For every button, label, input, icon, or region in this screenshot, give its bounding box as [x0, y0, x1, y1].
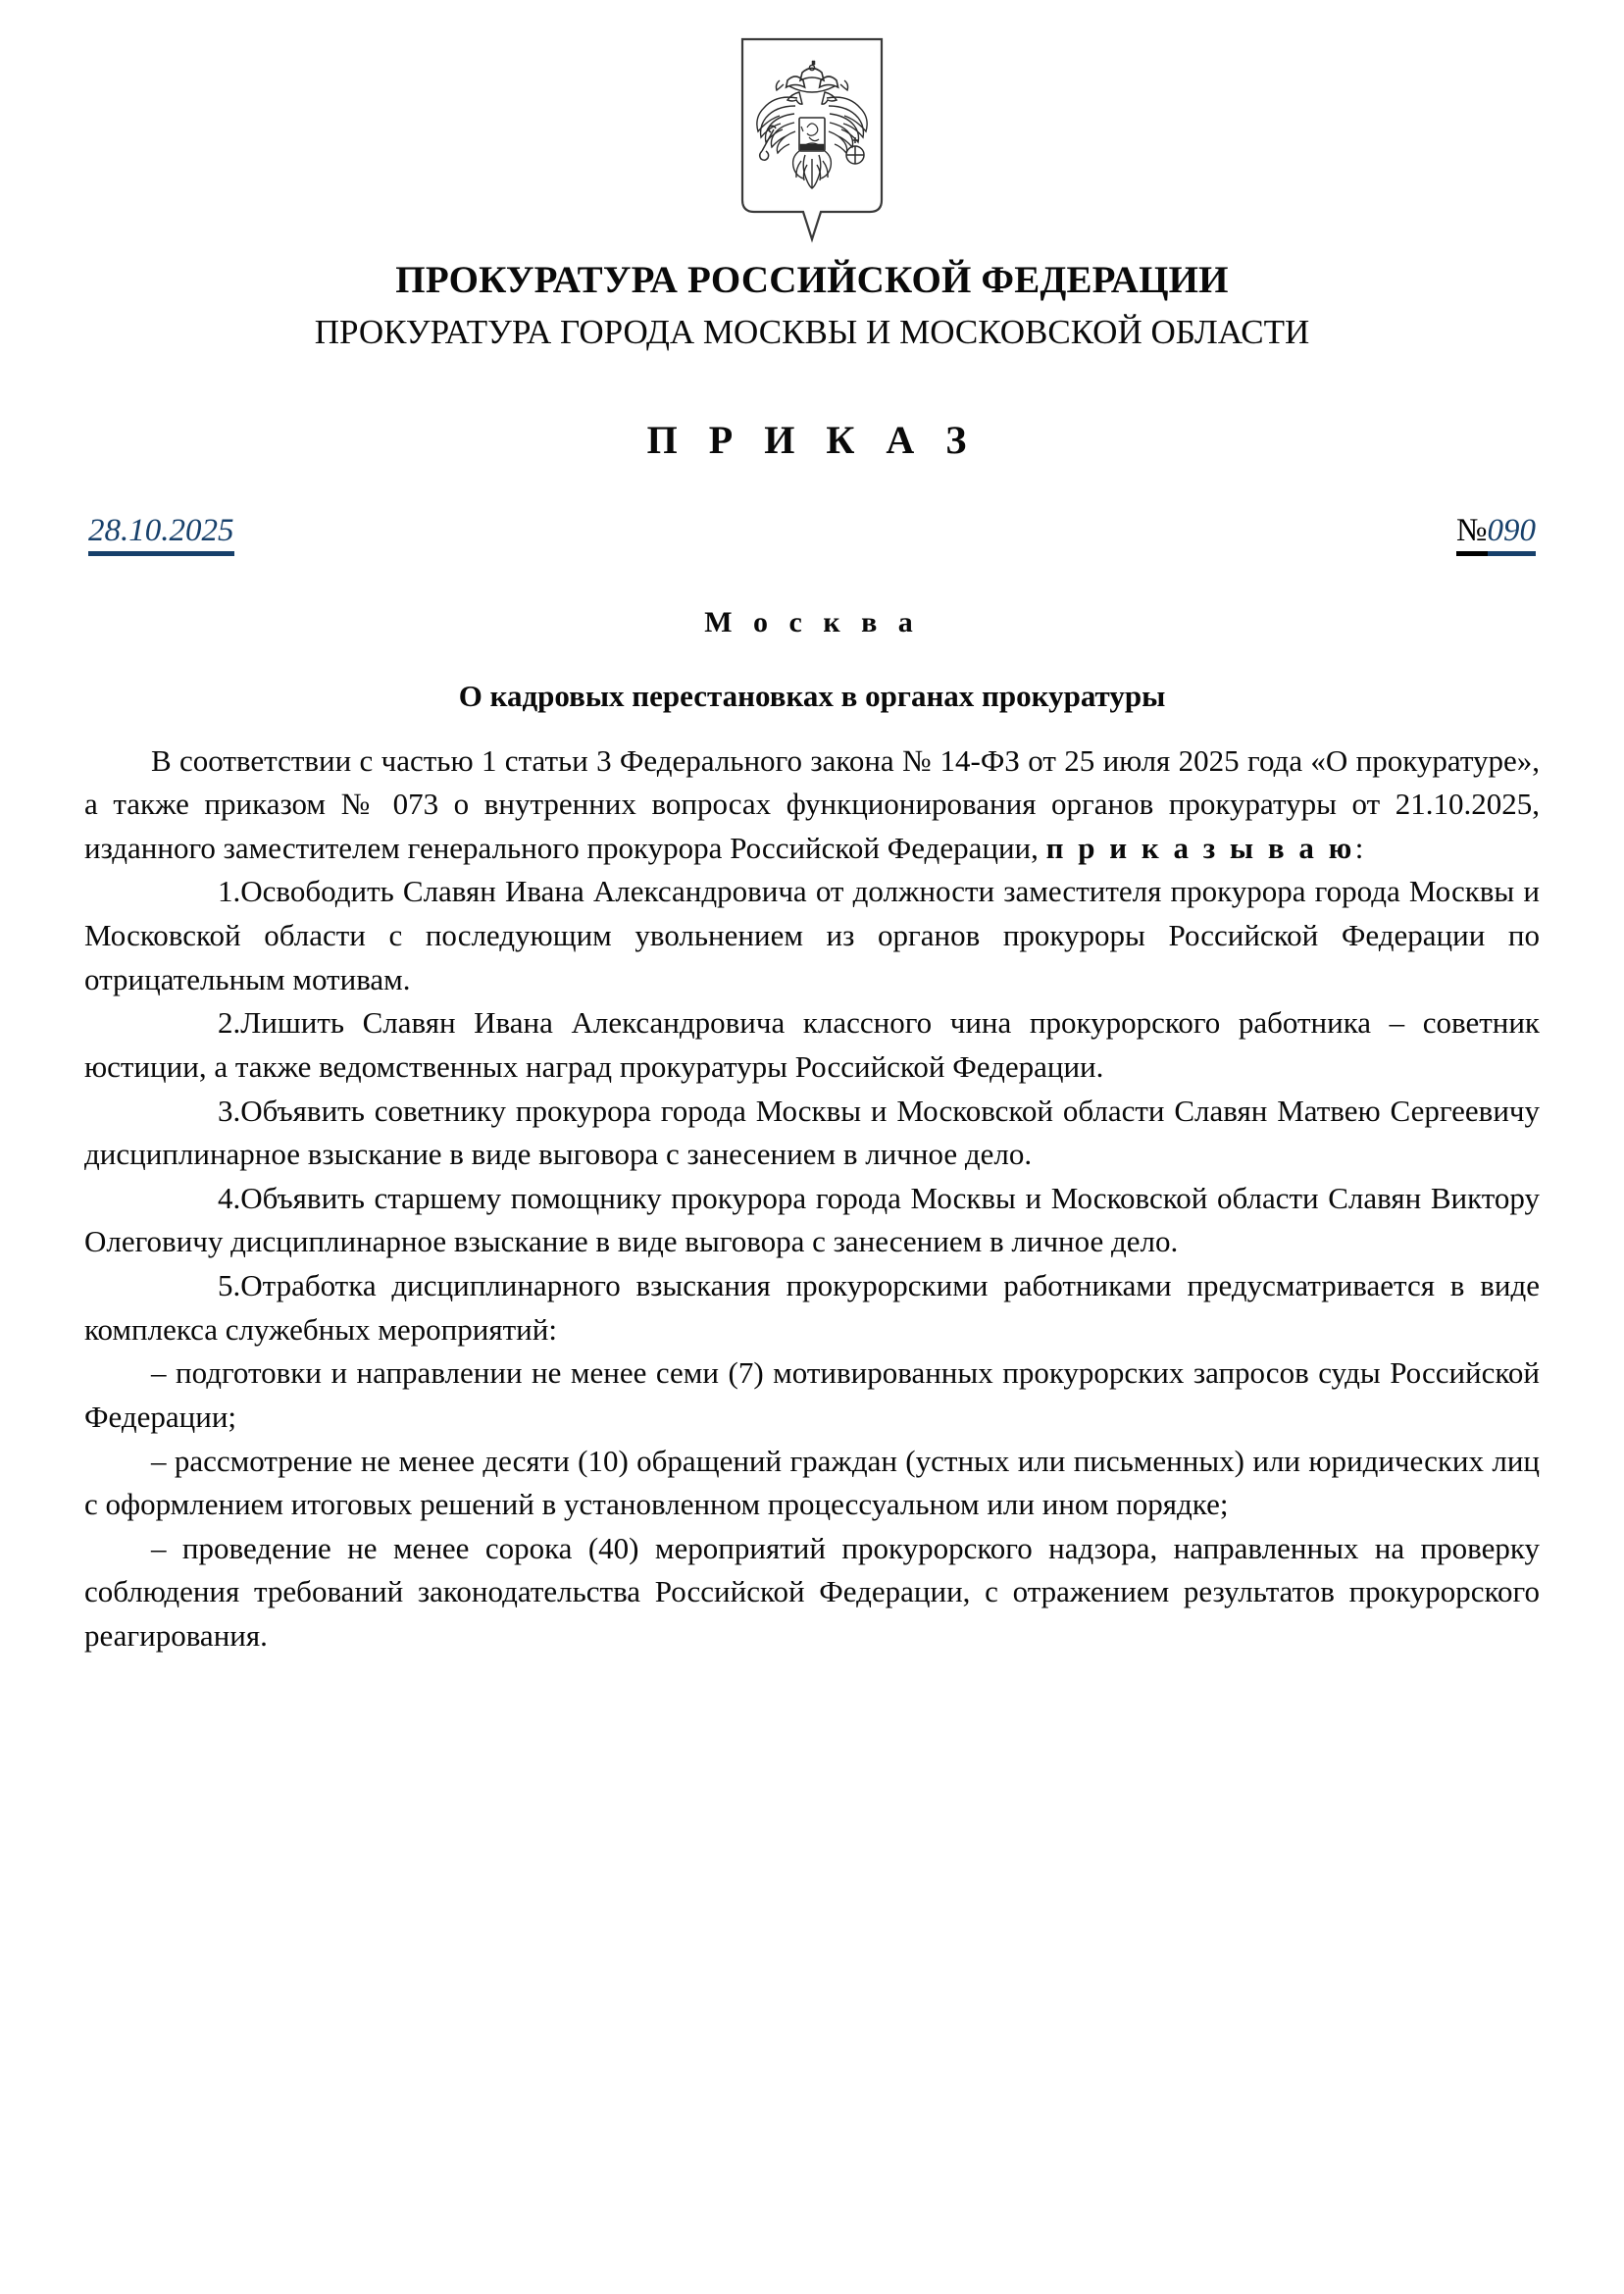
order-item-5-text: Отработка дисциплинарного взыскания прокурорскими работниками предусматривается в виде комплекса служебных мероприятий:	[84, 1268, 1540, 1347]
preamble-paragraph	[84, 739, 1540, 871]
emblem-container	[84, 35, 1540, 253]
preamble-text-part1: В соответствии с частью 1 статьи 3 Федерального закона № 14-ФЗ от 25 июля 2025 года «О прокуратуре», а также приказом № 073 о внутренних вопросах функционирования органов прокуратуры от 21.10.2025, изданного заместителем генерального прокурора Российской Федерации,	[84, 742, 1540, 865]
organization-subtitle: ПРОКУРАТУРА ГОРОДА МОСКВЫ И МОСКОВСКОЙ ОБЛАСТИ	[314, 312, 1310, 351]
document-date: 28.10.2025	[88, 514, 234, 556]
order-subitem-2: – рассмотрение не менее десяти (10) обращений граждан (устных или письменных) или юридических лиц с оформлением итоговых решений в установленном процессуальном или ином порядке;	[84, 1443, 1540, 1522]
order-item-4-text: Объявить старшему помощнику прокурора города Москвы и Московской области Славян Виктору Олеговичу дисциплинарное взыскание в виде выговора с занесением в личное дело.	[84, 1180, 1540, 1259]
number-sign: №	[1456, 514, 1488, 556]
order-item-4-number: 4.	[218, 1180, 241, 1215]
order-item-1	[84, 870, 1540, 1001]
order-item-2-number: 2.	[218, 1005, 241, 1041]
preamble-emphasis: п р и к а з ы в а ю	[1045, 830, 1355, 865]
order-item-3	[84, 1090, 1540, 1177]
order-subitem-1: – подготовки и направлении не менее семи (7) мотивированных прокурорских запросов суды Российской Федерации;	[84, 1355, 1540, 1434]
order-subitem-3: – проведение не менее сорока (40) мероприятий прокурорского надзора, направленных на проверку соблюдения требований законодательства Российской Федерации, с отражением результатов прокурорского реагирования.	[84, 1530, 1540, 1654]
organization-title: ПРОКУРАТУРА РОССИЙСКОЙ ФЕДЕРАЦИИ	[395, 259, 1229, 301]
order-item-2	[84, 1001, 1540, 1089]
preamble-text-part2: :	[1354, 830, 1364, 865]
order-item-3-number: 3.	[218, 1093, 241, 1128]
document-meta-row	[84, 514, 1540, 559]
number-value: 090	[1488, 514, 1537, 556]
order-item-4	[84, 1177, 1540, 1264]
russian-federation-coat-of-arms-icon	[738, 35, 886, 243]
document-body	[84, 739, 1540, 1658]
document-kind-heading: П Р И К А З	[646, 417, 978, 462]
order-item-2-text: Лишить Славян Ивана Александровича классного чина прокурорского работника – советник юстиции, а также ведомственных наград прокуратуры Российской Федерации.	[84, 1005, 1540, 1084]
order-item-3-text: Объявить советнику прокурора города Москвы и Московской области Славян Матвею Сергеевичу дисциплинарное взыскание в виде выговора с занесением в личное дело.	[84, 1093, 1540, 1172]
document-number	[1456, 514, 1536, 559]
order-item-5	[84, 1264, 1540, 1351]
order-item-1-text: Освободить Славян Ивана Александровича от должности заместителя прокурора города Москвы и Московской области с последующим увольнением из органов прокуроры Российской Федерации по отрицательным мотивам.	[84, 874, 1540, 996]
document-subject: О кадровых перестановках в органах прокуратуры	[458, 678, 1166, 713]
order-item-1-number: 1.	[218, 874, 241, 909]
city-line: М о с к в а	[704, 605, 920, 638]
order-item-5-number: 5.	[218, 1268, 241, 1303]
